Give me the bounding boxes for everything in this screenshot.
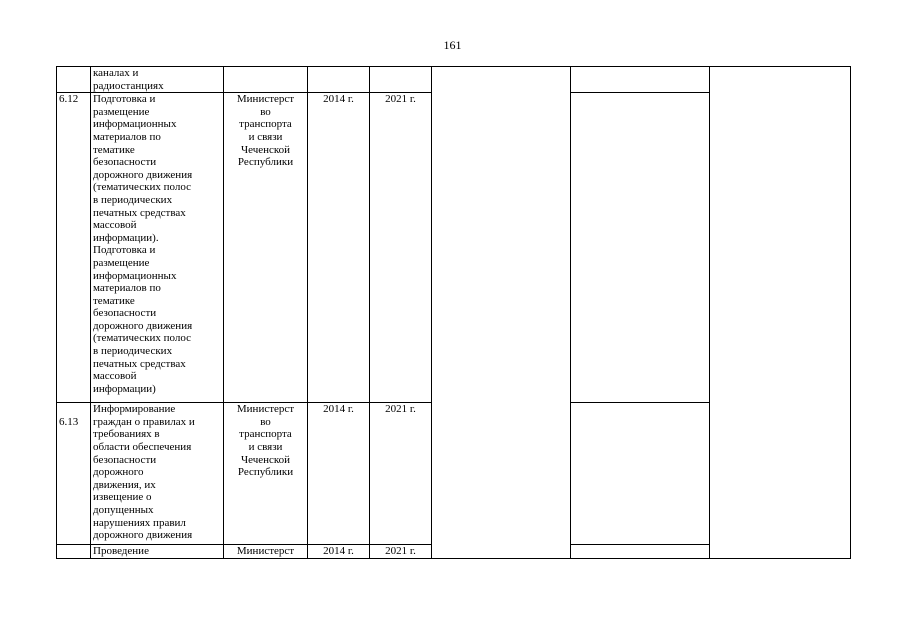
executor: Министерст во транспорта и связи Чеченской Республики — [224, 403, 308, 545]
empty-cell — [571, 403, 710, 545]
row-number — [57, 67, 91, 93]
executor: Министерст во транспорта и связи Чеченской Республики — [224, 93, 308, 403]
end-year: 2021 г. — [370, 93, 432, 403]
measure-text: Подготовка и размещение информационных материалов по тематике безопасности дорожного движения (тематических полос в периодических печатных средствах массовой информации). Подготовка и размещение информационных материалов по тематике безопасности дорожного движения (тематических полос в периодических печатных средствах массовой информации) — [91, 93, 224, 403]
merged-empty-cell — [432, 67, 571, 559]
empty-cell — [571, 67, 710, 93]
row-number — [57, 545, 91, 559]
empty-cell — [571, 545, 710, 559]
start-year — [308, 67, 370, 93]
measure-text: Информирование граждан о правилах и требованиях в области обеспечения безопасности дорожного движения, их извещение о допущенных нарушениях правил дорожного движения — [91, 403, 224, 545]
merged-empty-cell — [710, 67, 851, 559]
start-year: 2014 г. — [308, 545, 370, 559]
page-number: 161 — [443, 38, 462, 52]
end-year: 2021 г. — [370, 545, 432, 559]
measure-text: каналах и радиостанциях — [91, 67, 224, 93]
table-row — [57, 67, 851, 93]
row-number: 6.12 — [57, 93, 91, 403]
measures-table — [56, 66, 851, 559]
start-year: 2014 г. — [308, 403, 370, 545]
executor — [224, 67, 308, 93]
empty-cell — [571, 93, 710, 403]
executor: Министерст — [224, 545, 308, 559]
end-year: 2021 г. — [370, 403, 432, 545]
measure-text: Проведение — [91, 545, 224, 559]
row-number: 6.13 — [57, 403, 91, 545]
end-year — [370, 67, 432, 93]
start-year: 2014 г. — [308, 93, 370, 403]
